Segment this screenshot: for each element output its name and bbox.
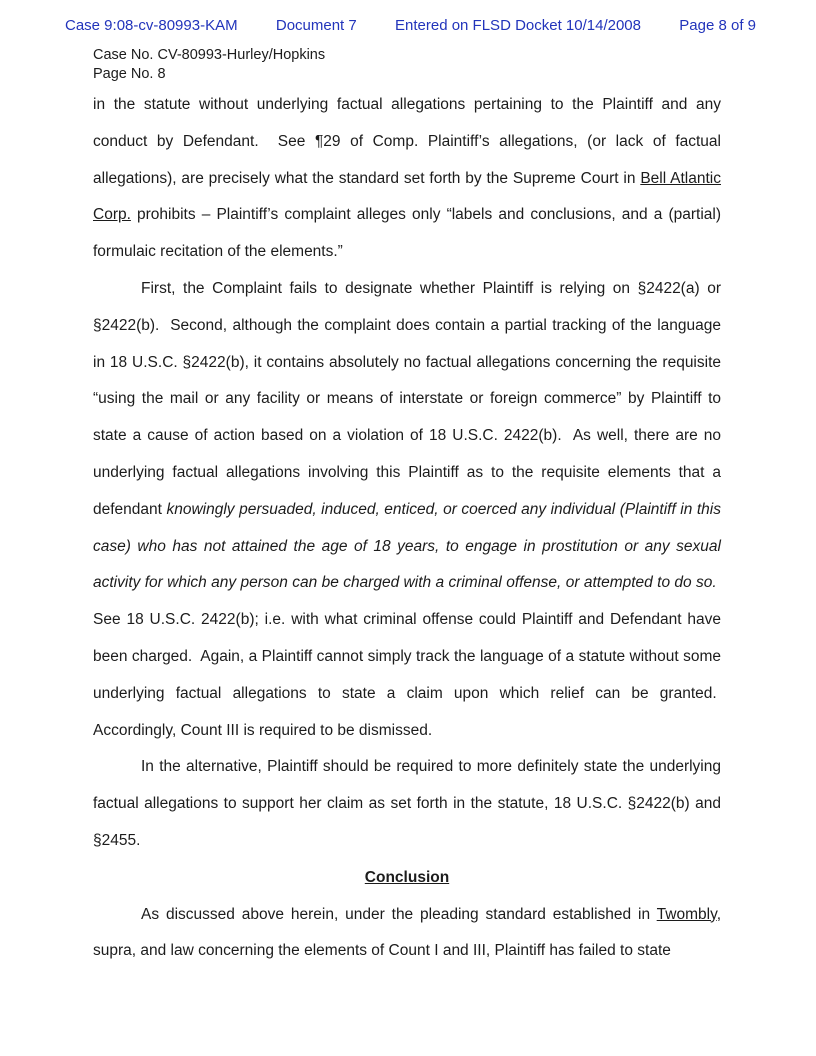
page-number-line: Page No. 8 (93, 65, 166, 82)
text-run: Twombly (656, 905, 717, 923)
conclusion-heading (93, 860, 721, 897)
text-run: Bell Atlantic Corp. (93, 169, 721, 224)
text-run: prohibits – Plaintiff’s complaint alleges only “labels and conclusions, and a (partial) formulaic recitation of the elements.” (93, 206, 721, 261)
text-run: in the statute without underlying factual allegations pertaining to the Plaintiff and any conduct by Defendant. See ¶29 of Comp. Plaintiff’s allegations, (or lack of factual allegations), are precisely what the standard set forth by the Supreme Court in (93, 96, 721, 187)
text-run: First, the Complaint fails to designate whether Plaintiff is relying on §2422(a) or §2422(b). Second, although the complaint does contain a partial tracking of the language in 18 U.S.C. §2422(b), it contains absolutely no factual allegations concerning the requisite “using the mail or any facility or means of interstate or foreign commerce” by Plaintiff to state a cause of action based on a violation of 18 U.S.C. 2422(b). As well, there are no underlying factual allegations involving this Plaintiff as to the requisite elements that a defendant (93, 279, 721, 518)
docket-page-indicator: Page 8 of 9 (679, 17, 756, 34)
conclusion-heading-text: Conclusion (364, 868, 450, 886)
docket-stamp-header (65, 17, 756, 34)
text-run: knowingly persuaded, induced, enticed, or coerced any individual (Plaintiff in this case) who has not attained the age of 18 years, to engage in prostitution or any sexual activity for which any person can be charged with a criminal offense, or attempted to do so. (93, 500, 721, 592)
docket-case-number: Case 9:08-cv-80993-KAM (65, 17, 238, 34)
docket-entered-line: Entered on FLSD Docket 10/14/2008 (395, 17, 641, 34)
docket-document-number: Document 7 (275, 17, 357, 34)
text-run: See 18 U.S.C. 2422(b); i.e. with what criminal offense could Plaintiff and Defendant have been charged. Again, a Plaintiff cannot simply track the language of a statute without some underlying factual allegations to state a claim upon which relief can be granted. Accordingly, Count III is required to be dismissed. (93, 574, 721, 739)
paragraph-alternative-relief (93, 749, 721, 859)
case-caption-block (93, 46, 325, 83)
paragraph-conclusion-opening (93, 897, 721, 971)
document-body (93, 87, 721, 970)
paragraph-count-iii-analysis (93, 271, 721, 749)
case-number-line: Case No. CV-80993-Hurley/Hopkins (93, 47, 326, 63)
paragraph-statute-allegations (93, 87, 721, 271)
text-run: As discussed above herein, under the pleading standard established in (141, 905, 657, 923)
text-run: , supra, and law concerning the elements of Count I and III, Plaintiff has failed to state (93, 905, 721, 960)
text-run: In the alternative, Plaintiff should be required to more definitely state the underlying factual allegations to support her claim as set forth in the statute, 18 U.S.C. §2422(b) and §2455. (93, 758, 721, 849)
